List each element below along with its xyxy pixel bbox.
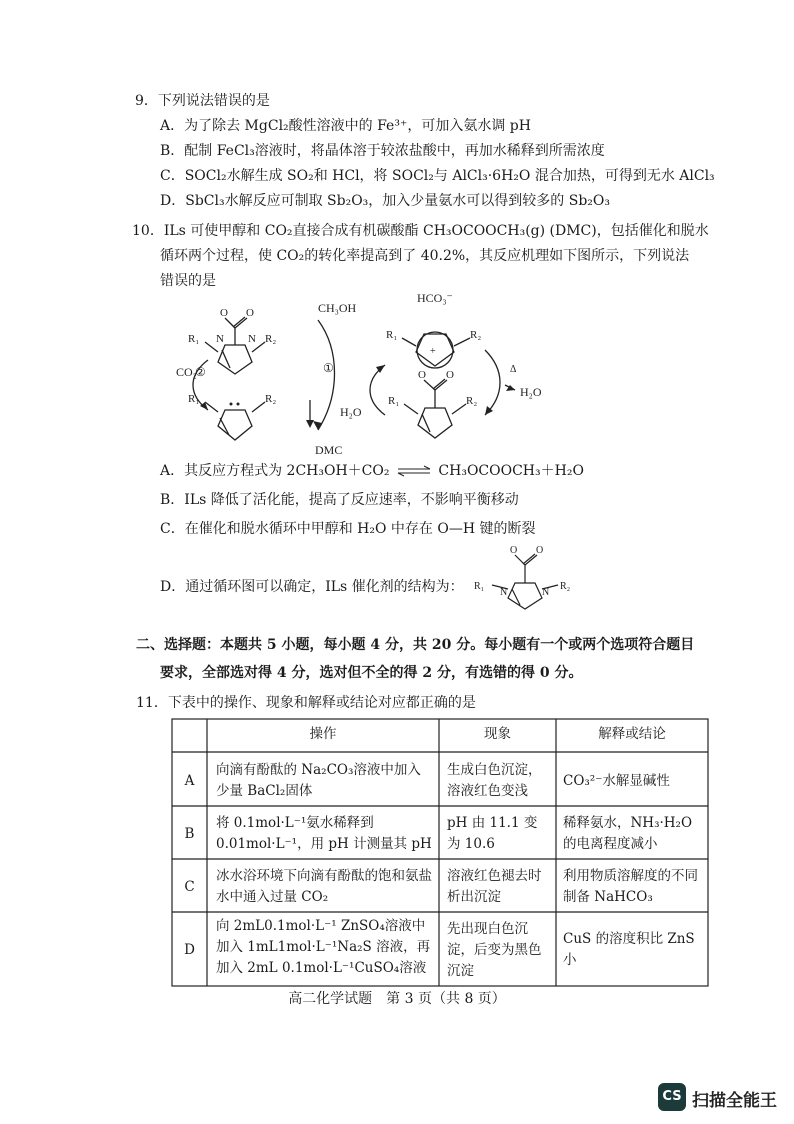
table-header-operation: 操作 bbox=[309, 726, 337, 742]
camscanner-watermark-text: 扫描全能王 bbox=[692, 1091, 777, 1111]
q9-option-b: B．配制 FeCl₃溶液时，将晶体溶于较浓盐酸中，再加水稀释到所需浓度 bbox=[160, 143, 605, 159]
page-footer: 高二化学试题 第 3 页（共 8 页） bbox=[288, 991, 506, 1007]
catalyst-structure bbox=[460, 545, 590, 615]
q9-option-c: C．SOCl₂水解生成 SO₂和 HCl，将 SOCl₂与 AlCl₃·6H₂O 混合加热，可得到无水 AlCl₃ bbox=[160, 168, 715, 184]
table-row-b-operation: 将 0.1mol·L⁻¹氨水稀释到 0.01mol·L⁻¹，用 pH 计测量其 pH bbox=[216, 815, 432, 852]
dmc-label: DMC bbox=[315, 443, 343, 457]
section2-line1: 二、选择题：本题共 5 小题，每小题 4 分，共 20 分。每小题有一个或两个选项符合题目 bbox=[136, 637, 695, 653]
r2-label: R₂ bbox=[265, 393, 277, 405]
q11-stem: 11．下表中的操作、现象和解释或结论对应都正确的是 bbox=[136, 695, 476, 711]
table-row-d-label: D bbox=[184, 942, 195, 958]
o-atom-label: O bbox=[246, 307, 254, 319]
co2-label: CO₂ bbox=[176, 365, 197, 379]
table-row-c-phenomenon: 溶液红色褪去时析出沉淀 bbox=[447, 868, 542, 905]
camscanner-logo-icon: CS bbox=[658, 1083, 686, 1111]
n-atom-label: N bbox=[500, 587, 508, 598]
table-row-b-label: B bbox=[184, 826, 195, 842]
q10-stem-line1: 10．ILs 可使甲醇和 CO₂直接合成有机碳酸酯 CH₃OCOOCH₃(g) (DMC)，包括催化和脱水 bbox=[132, 223, 709, 239]
q10-stem-line3: 错误的是 bbox=[160, 273, 216, 289]
q10-option-d: D．通过循环图可以确定，ILs 催化剂的结构为： bbox=[160, 579, 464, 595]
h2o-label: H₂O bbox=[520, 385, 542, 399]
n-atom-label: N bbox=[248, 333, 256, 345]
table-header-phenomenon: 现象 bbox=[484, 726, 511, 742]
r1-label: R₁ bbox=[388, 395, 400, 407]
step-2-marker: ② bbox=[195, 365, 206, 379]
q10-stem-line2: 循环两个过程，使 CO₂的转化率提高到了 40.2%，其反应机理如下图所示，下列说法 bbox=[160, 248, 690, 264]
hco3-label: HCO₃⁻ bbox=[417, 291, 453, 305]
table-row-d-phenomenon: 先出现白色沉淀，后变为黑色沉淀 bbox=[447, 921, 542, 979]
q10-option-a-rhs: CH₃OCOOCH₃＋H₂O bbox=[438, 463, 584, 479]
r2-label: R₂ bbox=[466, 395, 478, 407]
table-row-a-phenomenon: 生成白色沉淀，溶液红色变浅 bbox=[447, 762, 542, 799]
q10-option-c: C．在催化和脱水循环中甲醇和 H₂O 中存在 O—H 键的断裂 bbox=[160, 521, 536, 537]
o-atom-label: O bbox=[536, 545, 544, 556]
table-row-a-label: A bbox=[184, 773, 195, 789]
n-atom-label: N bbox=[542, 587, 550, 598]
table-row-a-operation: 向滴有酚酞的 Na₂CO₃溶液中加入少量 BaCl₂固体 bbox=[216, 762, 421, 799]
ch3oh-label: CH₃OH bbox=[318, 301, 357, 315]
table-row-c-operation: 冰水浴环境下向滴有酚酞的饱和氨盐水中通入过量 CO₂ bbox=[216, 868, 432, 905]
n-atom-label: N bbox=[216, 333, 224, 345]
r1-label: R₁ bbox=[188, 333, 200, 345]
step-1-marker: ① bbox=[323, 361, 334, 375]
o-atom-label: O bbox=[446, 369, 454, 381]
plus-sign: + bbox=[430, 346, 436, 357]
delta-label: Δ bbox=[510, 364, 517, 375]
q9-option-d: D．SbCl₃水解反应可制取 Sb₂O₃，加入少量氨水可以得到较多的 Sb₂O₃ bbox=[160, 193, 610, 209]
r1-label: R₁ bbox=[474, 581, 485, 592]
q10-option-a-lhs: A．其反应方程式为 2CH₃OH＋CO₂ bbox=[160, 463, 390, 479]
table-row-c-conclusion: 利用物质溶解度的不同制备 NaHCO₃ bbox=[563, 868, 698, 905]
r2-label: R₂ bbox=[265, 333, 277, 345]
table-row-c-label: C bbox=[184, 879, 195, 895]
o-atom-label: O bbox=[510, 545, 518, 556]
o-atom-label: O bbox=[418, 369, 426, 381]
equilibrium-arrow-icon bbox=[396, 465, 432, 477]
q10-option-b: B．ILs 降低了活化能，提高了反应速率，不影响平衡移动 bbox=[160, 492, 519, 508]
table-row-d-conclusion: CuS 的溶度积比 ZnS 小 bbox=[563, 931, 695, 968]
section2-line2: 要求，全部选对得 4 分，选对但不全的得 2 分，有选错的得 0 分。 bbox=[160, 665, 583, 681]
q10-option-a bbox=[160, 462, 584, 480]
q9-option-a: A．为了除去 MgCl₂酸性溶液中的 Fe³⁺，可加入氨水调 pH bbox=[160, 118, 531, 134]
table-row-d-operation: 向 2mL0.1mol·L⁻¹ ZnSO₄溶液中加入 1mL1mol·L⁻¹Na₂S 溶液，再加入 2mL 0.1mol·L⁻¹CuSO₄溶液 bbox=[216, 918, 431, 976]
r1-label: R₁ bbox=[188, 393, 200, 405]
q9-stem: 9．下列说法错误的是 bbox=[135, 93, 270, 109]
o-atom-label: O bbox=[220, 307, 228, 319]
table-row-b-phenomenon: pH 由 11.1 变为 10.6 bbox=[447, 815, 538, 852]
r1-label: R₁ bbox=[386, 329, 398, 341]
r2-label: R₂ bbox=[470, 329, 482, 341]
mechanism-diagram bbox=[160, 290, 580, 465]
table-row-b-conclusion: 稀释氨水，NH₃·H₂O 的电离程度减小 bbox=[563, 815, 693, 852]
table-header-conclusion: 解释或结论 bbox=[598, 726, 666, 742]
r2-label: R₂ bbox=[560, 581, 571, 592]
h2o-label: H₂O bbox=[340, 405, 362, 419]
table-row-a-conclusion: CO₃²⁻水解显碱性 bbox=[563, 773, 670, 789]
